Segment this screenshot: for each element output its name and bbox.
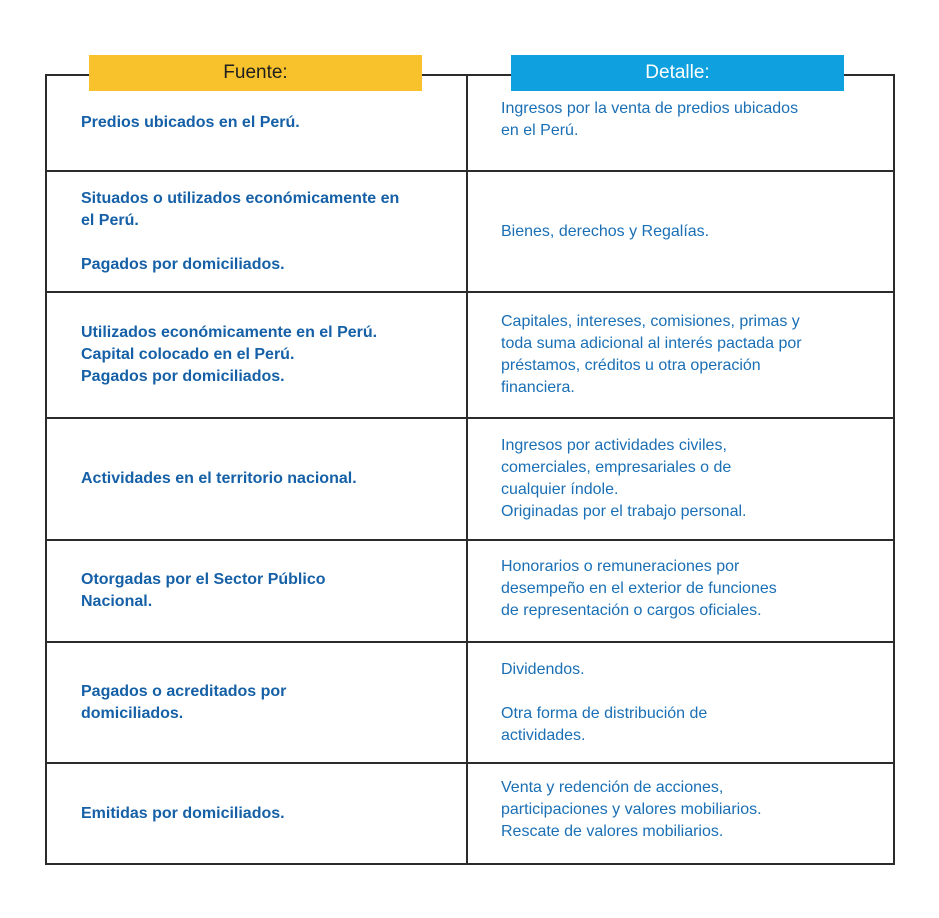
table-row-6-detalle: Dividendos. Otra forma de distribución de actividades. <box>501 660 708 744</box>
table-row-7-fuente: Emitidas por domiciliados. <box>81 805 285 822</box>
table-row-6-fuente: Pagados o acreditados por domiciliados. <box>81 682 287 722</box>
table-row-2-fuente: Situados o utilizados económicamente en el Perú. Pagados por domiciliados. <box>81 189 400 273</box>
header-detalle: Detalle: <box>511 55 844 91</box>
table-row-3-detalle: Capitales, intereses, comisiones, primas y toda suma adicional al interés pactada por préstamos, créditos u otra operación financiera. <box>501 313 802 396</box>
table-row-5-fuente: Otorgadas por el Sector Público Nacional. <box>81 571 326 610</box>
table-row-3-fuente: Utilizados económicamente en el Perú. Capital colocado en el Perú. Pagados por domiciliados. <box>81 324 378 385</box>
header-fuente: Fuente: <box>89 55 422 91</box>
column-divider <box>466 75 468 865</box>
table-row-2-detalle: Bienes, derechos y Regalías. <box>501 222 710 240</box>
table-row-4-detalle: Ingresos por actividades civiles, comerciales, empresariales o de cualquier índole. Originadas por el trabajo personal. <box>501 437 747 520</box>
table-row-5-detalle: Honorarios o remuneraciones por desempeño en el exterior de funciones de representación o cargos oficiales. <box>501 558 777 619</box>
table-row-1-fuente: Predios ubicados en el Perú. <box>81 114 300 131</box>
table-row-7-detalle: Venta y redención de acciones, participaciones y valores mobiliarios. Rescate de valores mobiliarios. <box>501 779 762 840</box>
table-row-4-fuente: Actividades en el territorio nacional. <box>81 470 357 487</box>
table-row-1-detalle: Ingresos por la venta de predios ubicados en el Perú. <box>501 100 799 139</box>
